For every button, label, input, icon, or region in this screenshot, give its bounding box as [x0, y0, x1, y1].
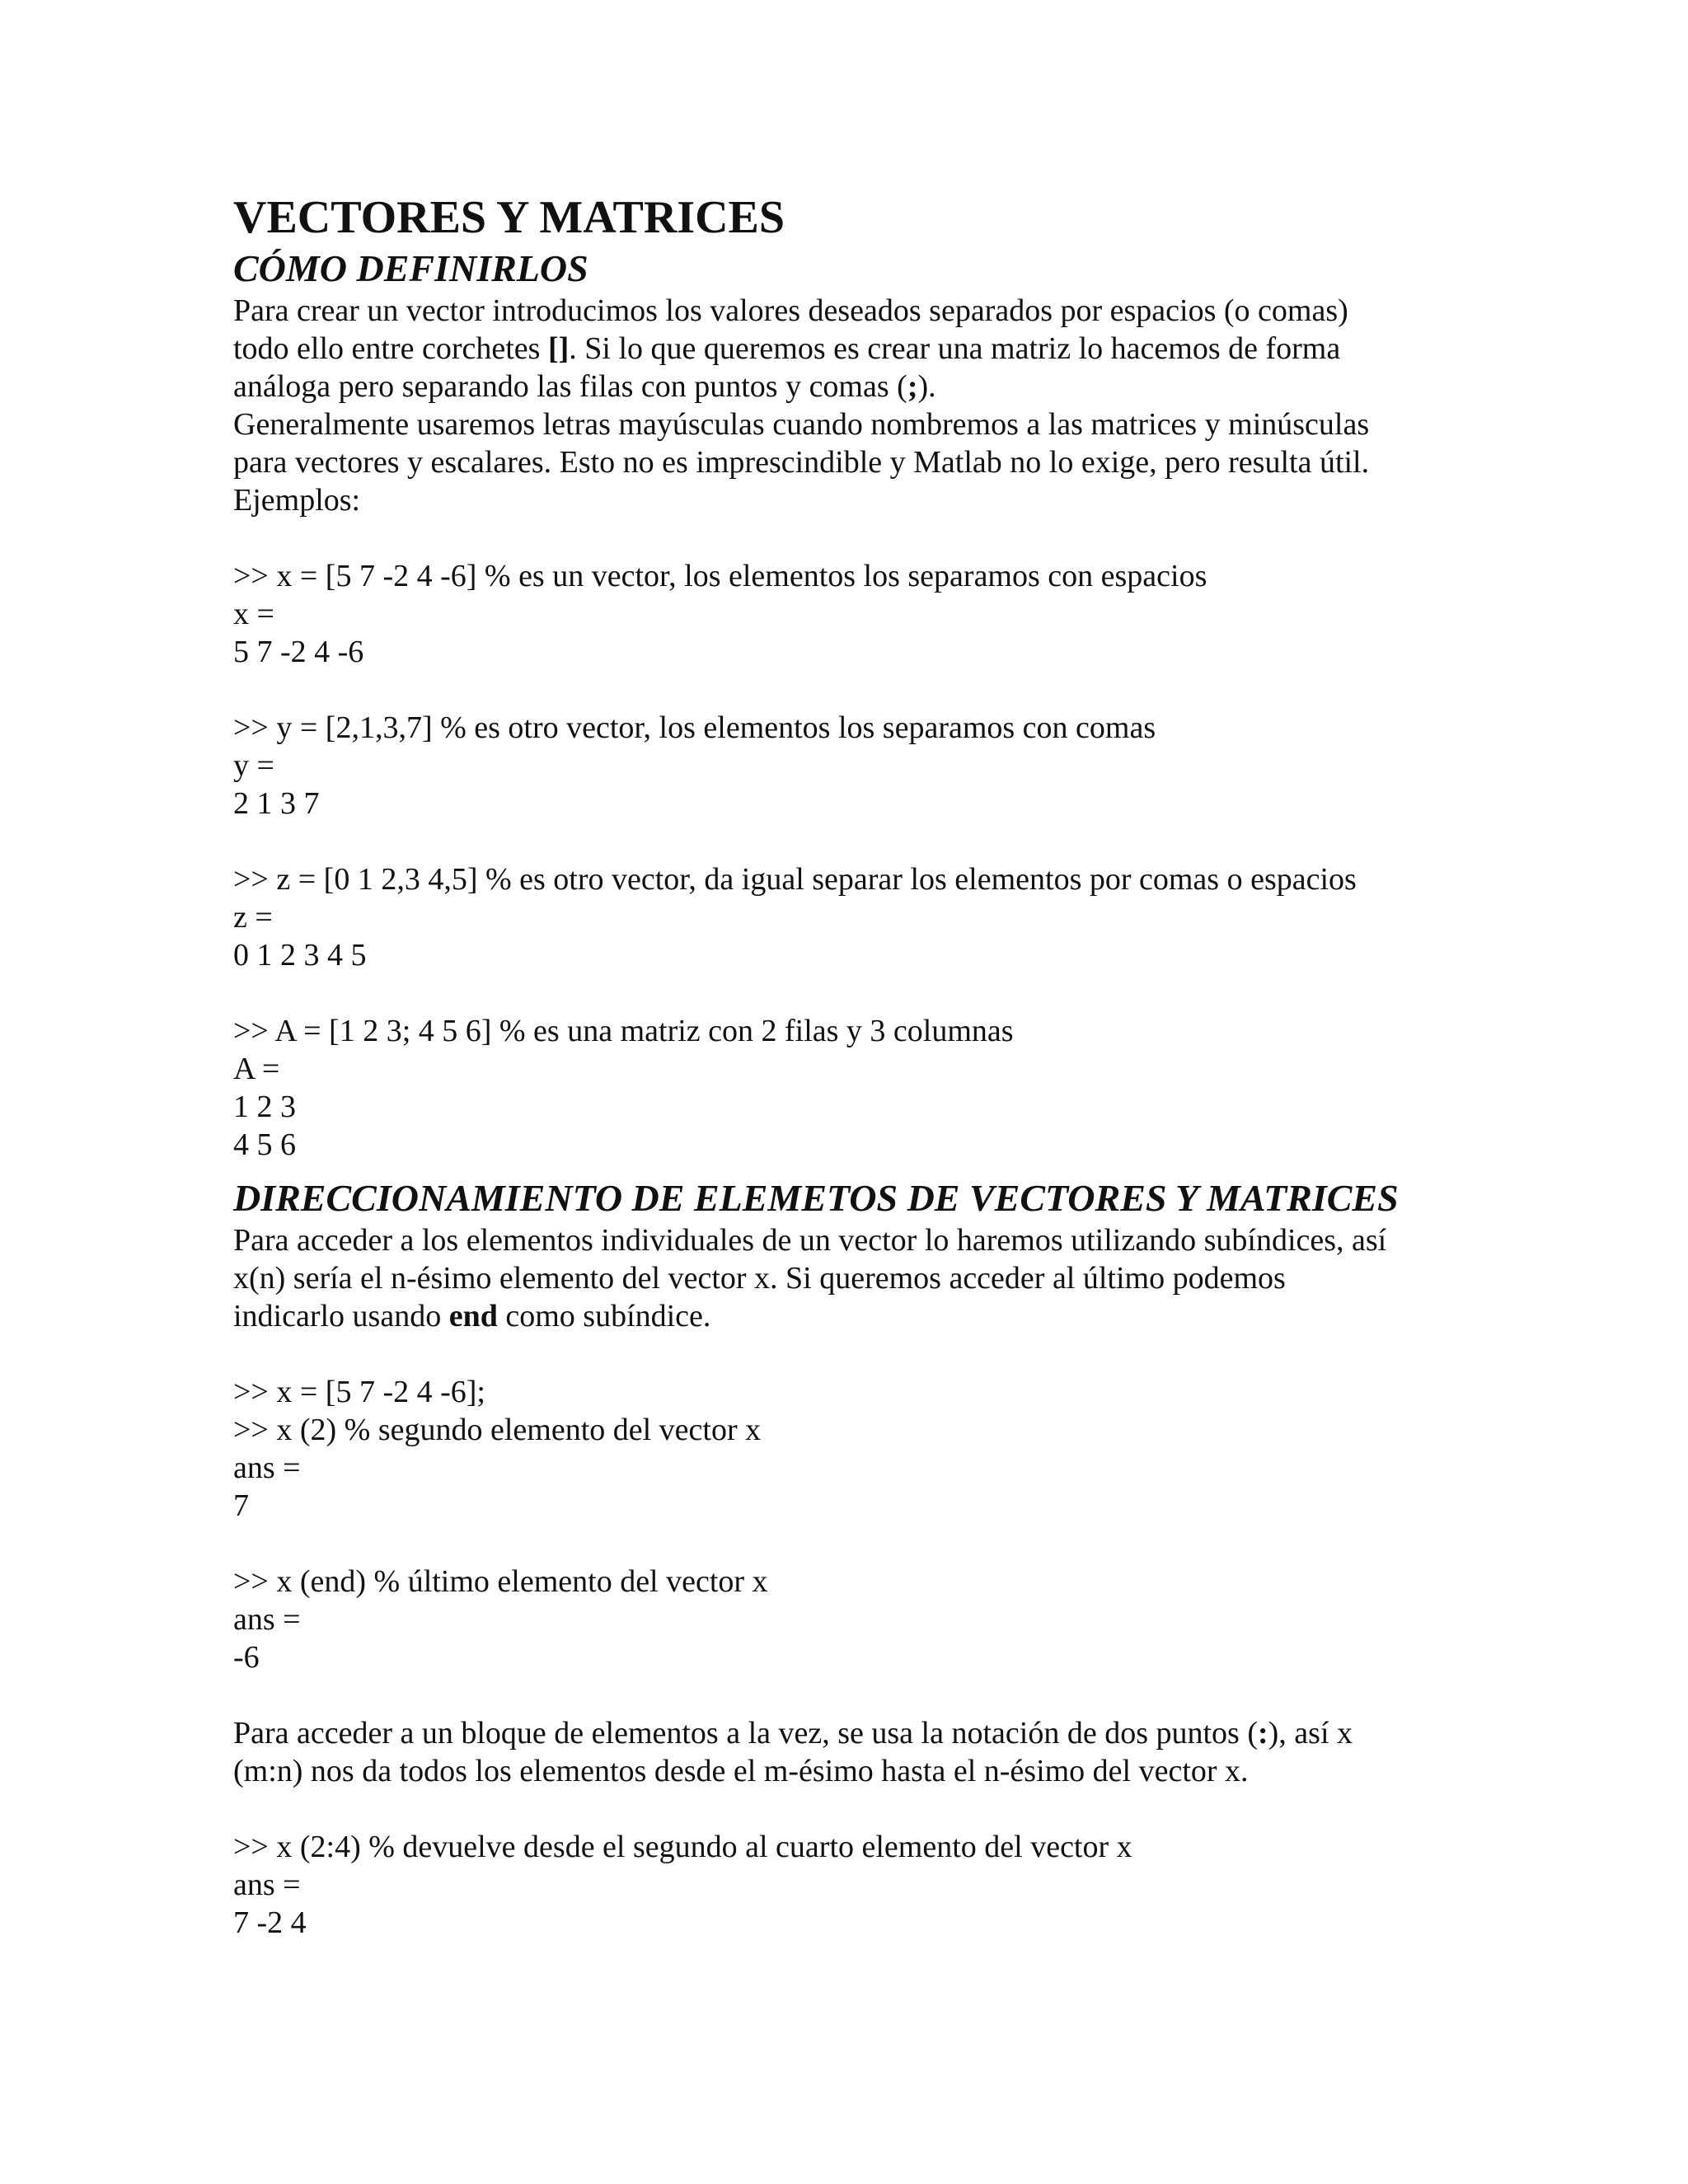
code-example-end: [233, 1563, 1470, 1676]
code-example-z: [233, 860, 1470, 974]
code-line: 7: [233, 1488, 249, 1523]
code-example-range: [233, 1828, 1470, 1942]
text-line: Generalmente usaremos letras mayúsculas cuando nombremos a las matrices y minúsculas: [233, 407, 1370, 442]
code-line: 4 5 6: [233, 1127, 296, 1162]
semicolon-symbol: ;: [907, 369, 918, 404]
code-line: A =: [233, 1052, 280, 1086]
text-line: (m:n) nos da todos los elementos desde el m-ésimo hasta el n-ésimo del vector x.: [233, 1754, 1249, 1788]
document-body: [233, 190, 1470, 1942]
text-line: Para acceder a un bloque de elementos a la vez, se usa la notación de dos puntos (:), así x: [233, 1716, 1353, 1750]
brackets-symbol: []: [547, 331, 570, 366]
code-line: >> x (end) % último elemento del vector x: [233, 1564, 768, 1599]
code-line: z =: [233, 900, 273, 935]
code-line: >> x (2:4) % devuelve desde el segundo al cuarto elemento del vector x: [233, 1830, 1132, 1864]
code-line: 7 -2 4: [233, 1905, 307, 1940]
code-line: >> x = [5 7 -2 4 -6];: [233, 1375, 485, 1409]
code-line: ans =: [233, 1602, 301, 1637]
paragraph-intro: [233, 292, 1470, 405]
code-example-x: [233, 557, 1470, 671]
colon-symbol: :: [1257, 1716, 1268, 1750]
text-line: Para acceder a los elementos individuales de un vector lo haremos utilizando subíndices, así: [233, 1223, 1387, 1258]
code-line: y =: [233, 748, 274, 783]
text-line: Ejemplos:: [233, 483, 361, 518]
code-line: 2 1 3 7: [233, 786, 320, 821]
code-line: ans =: [233, 1451, 301, 1485]
code-line: 1 2 3: [233, 1090, 296, 1124]
code-line: ans =: [233, 1868, 301, 1902]
code-line: >> y = [2,1,3,7] % es otro vector, los elementos los separamos con comas: [233, 710, 1156, 745]
code-line: >> z = [0 1 2,3 4,5] % es otro vector, da igual separar los elementos por comas o espacios: [233, 862, 1357, 897]
paragraph-naming: [233, 405, 1470, 519]
code-line: x =: [233, 597, 274, 631]
code-line: >> x (2) % segundo elemento del vector x: [233, 1413, 762, 1447]
end-keyword: end: [448, 1299, 498, 1333]
text-line: x(n) sería el n-ésimo elemento del vector x. Si queremos acceder al último podemos: [233, 1261, 1286, 1296]
section-heading-definirlos: CÓMO DEFINIRLOS: [233, 247, 588, 289]
page-title: VECTORES Y MATRICES: [233, 192, 785, 243]
code-example-matrix: [233, 1012, 1470, 1164]
code-line: 5 7 -2 4 -6: [233, 635, 364, 669]
code-example-index: [233, 1373, 1470, 1525]
code-example-y: [233, 709, 1470, 823]
text-line: análoga pero separando las filas con puntos y comas (;).: [233, 369, 936, 404]
text-line: Para crear un vector introducimos los valores deseados separados por espacios (o comas): [233, 293, 1348, 328]
paragraph-colon-notation: [233, 1714, 1470, 1790]
section-heading-direccionamiento: DIRECCIONAMIENTO DE ELEMETOS DE VECTORES Y MATRICES: [233, 1177, 1399, 1219]
code-line: -6: [233, 1640, 260, 1675]
paragraph-subindices: [233, 1221, 1470, 1335]
code-line: 0 1 2 3 4 5: [233, 938, 367, 972]
text-line: indicarlo usando end como subíndice.: [233, 1299, 711, 1333]
text-line: para vectores y escalares. Esto no es imprescindible y Matlab no lo exige, pero resulta útil.: [233, 445, 1370, 480]
text-line: todo ello entre corchetes []. Si lo que queremos es crear una matriz lo hacemos de forma: [233, 331, 1341, 366]
code-line: >> A = [1 2 3; 4 5 6] % es una matriz con 2 filas y 3 columnas: [233, 1014, 1014, 1048]
code-line: >> x = [5 7 -2 4 -6] % es un vector, los elementos los separamos con espacios: [233, 559, 1207, 593]
